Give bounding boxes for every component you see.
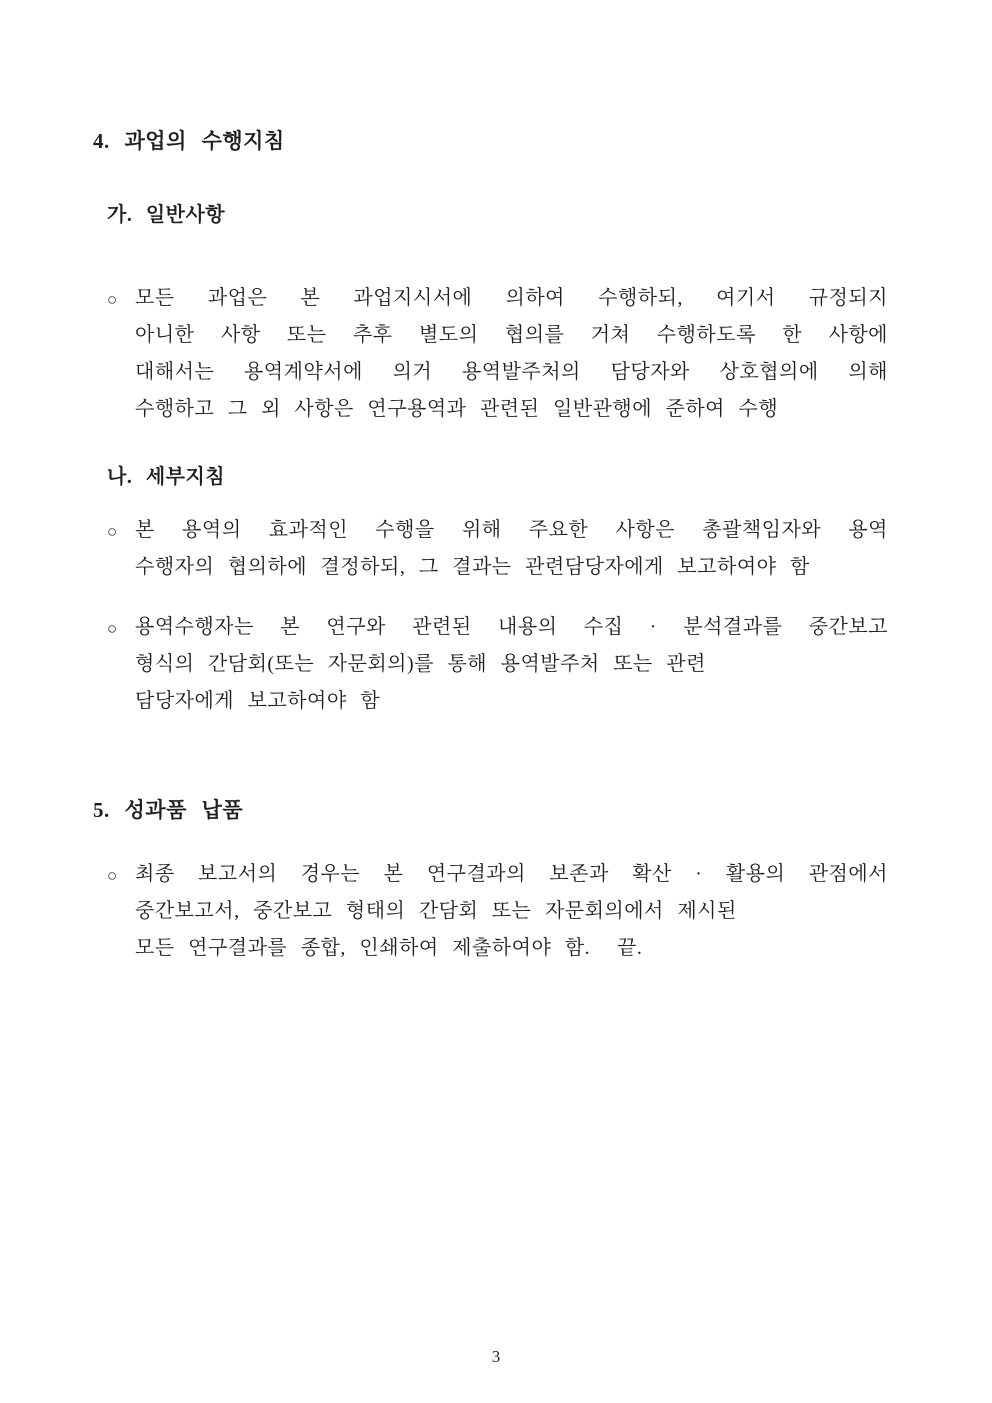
heading-section-4a: 가. 일반사항 — [107, 204, 226, 226]
bullet-marker: ○ — [107, 866, 118, 885]
bullet-marker: ○ — [107, 290, 118, 309]
bullet-item-general-1 — [107, 280, 888, 428]
heading-section-4b: 나. 세부지침 — [107, 466, 226, 488]
text-line: 아니한 사항 또는 추후 별도의 협의를 거쳐 수행하도록 한 사항에 — [135, 324, 888, 346]
heading-section-5: 5. 성과품 납품 — [93, 798, 244, 822]
bullet-marker: ○ — [107, 619, 118, 638]
page-number: 3 — [491, 1347, 501, 1366]
text-line: 모든 연구결과를 종합, 인쇄하여 제출하여야 함. 끝. — [135, 937, 643, 959]
text-line: 본 용역의 효과적인 수행을 위해 주요한 사항은 총괄책임자와 용역 — [135, 519, 888, 541]
bullet-item-detail-2 — [107, 609, 888, 720]
heading-section-4: 4. 과업의 수행지침 — [93, 129, 285, 153]
text-line: 중간보고서, 중간보고 형태의 간담회 또는 자문회의에서 제시된 — [135, 900, 737, 922]
text-line: 수행하고 그 외 사항은 연구용역과 관련된 일반관행에 준하여 수행 — [135, 398, 779, 420]
text-line: 용역수행자는 본 연구와 관련된 내용의 수집 · 분석결과를 중간보고 — [135, 616, 888, 638]
text-line: 담당자에게 보고하여야 함 — [135, 690, 381, 712]
text-line: 형식의 간담회(또는 자문회의)를 통해 용역발주처 또는 관련 — [135, 653, 706, 675]
text-line: 최종 보고서의 경우는 본 연구결과의 보존과 확산 · 활용의 관점에서 — [135, 863, 888, 885]
bullet-item-deliverable-1 — [107, 856, 888, 967]
text-line: 모든 과업은 본 과업지시서에 의하여 수행하되, 여기서 규정되지 — [135, 287, 888, 309]
text-line: 수행자의 협의하에 결정하되, 그 결과는 관련담당자에게 보고하여야 함 — [135, 556, 810, 578]
text-line: 대해서는 용역계약서에 의거 용역발주처의 담당자와 상호협의에 의해 — [135, 361, 888, 383]
bullet-marker: ○ — [107, 522, 118, 541]
bullet-item-detail-1 — [107, 512, 888, 586]
